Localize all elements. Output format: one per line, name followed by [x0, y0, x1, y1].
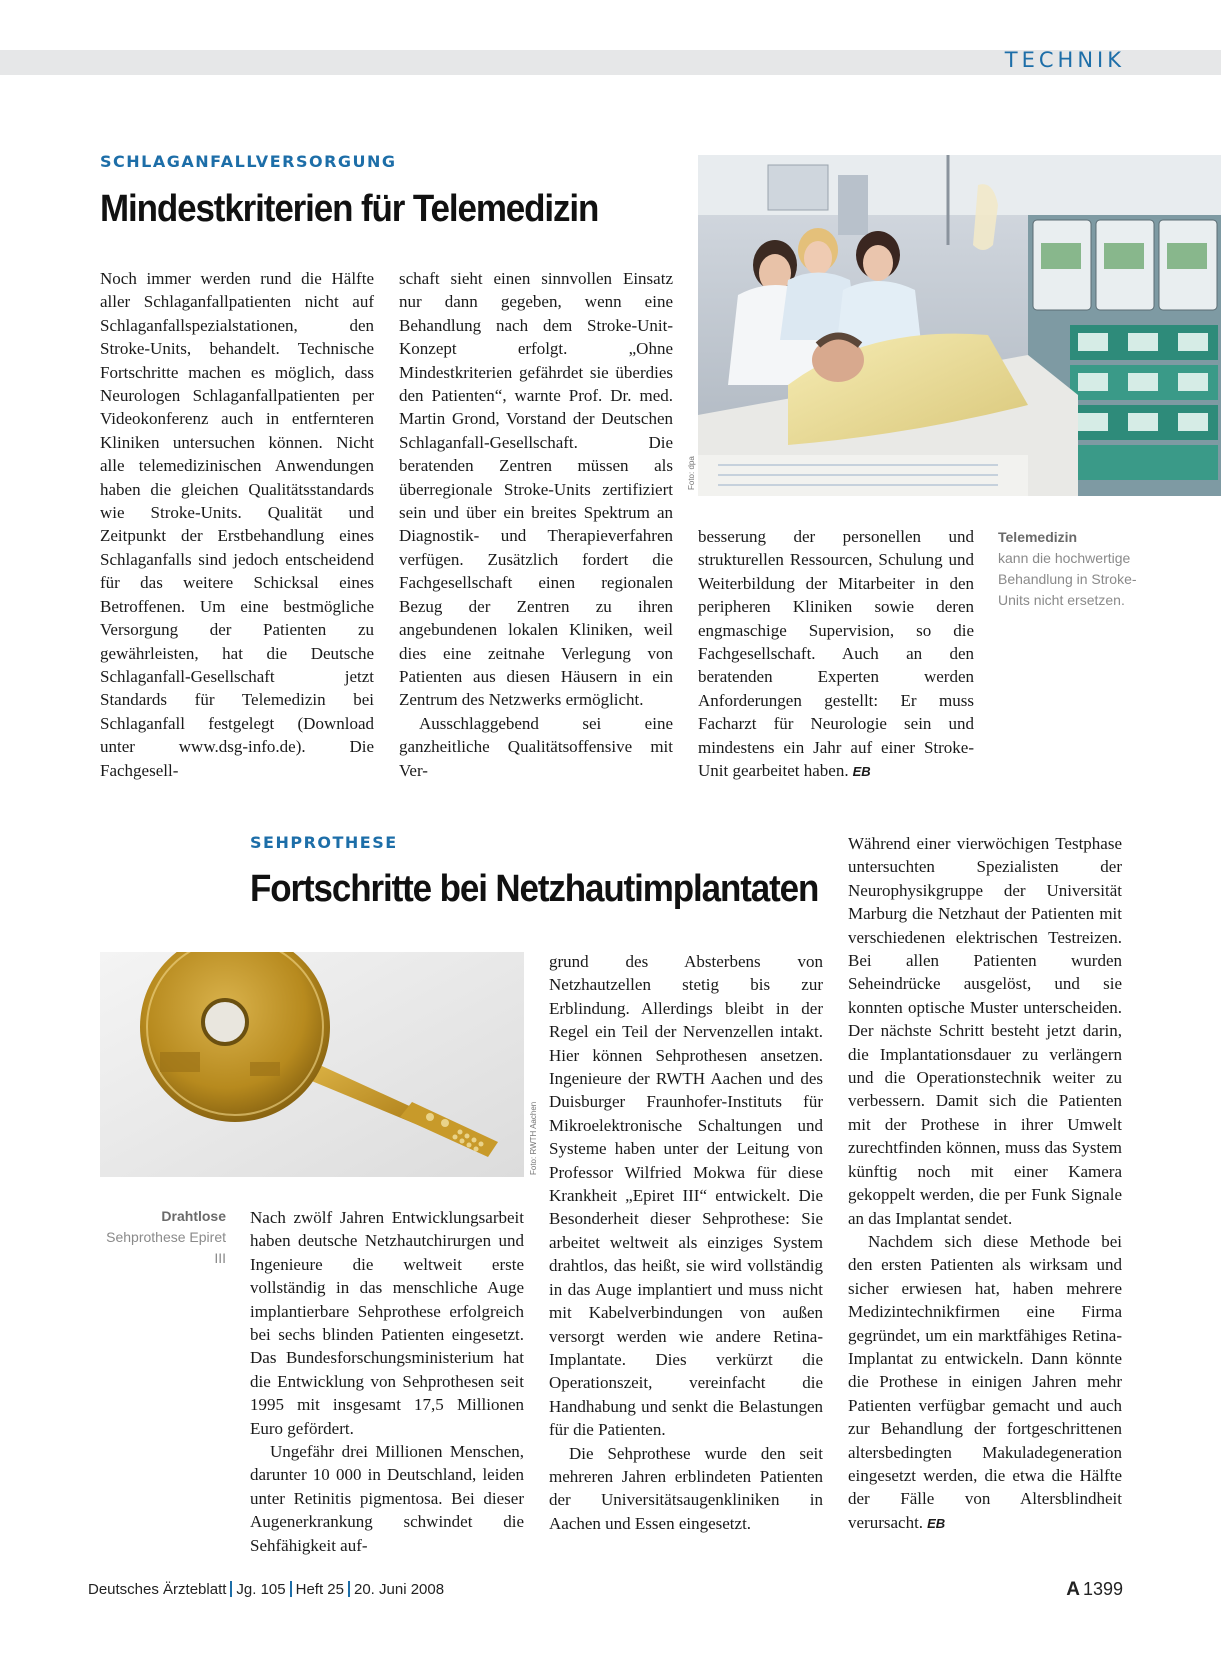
- article1-kicker: SCHLAGANFALLVERSORGUNG: [100, 152, 397, 171]
- article1-col3-paragraph: [698, 525, 974, 783]
- article1-caption-bold: Telemedizin: [998, 529, 1078, 545]
- article2-col3-paragraph-2: [848, 1230, 1122, 1535]
- page-number: [1066, 1579, 1123, 1601]
- article2-col2-paragraph-2: Die Sehprothese wurde den seit mehreren Jahren erblindeten Patienten der Universitätsaugenkliniken in Aachen und Essen eingesetzt.: [549, 1443, 823, 1533]
- article2-caption-text: Sehprothese Epiret III: [106, 1229, 226, 1266]
- section-label: TECHNIK: [1004, 48, 1125, 72]
- article1-caption-text: kann die hochwertige Behandlung in Stroke-Units nicht ersetzen.: [998, 550, 1137, 608]
- stroke-unit-photo: [698, 155, 1221, 496]
- article1-col1-text: Noch immer werden rund die Hälfte aller Schlaganfallpatienten nicht auf Schlaganfallspezialstationen, den Stroke-Units, behandelt. Technische Fortschritte machen es möglich, dass Neurologen Schlaganfallpatienten per Videokonferenz auch in entfernteren Kliniken untersuchen können. Nicht alle telemedizinischen Anwendungen haben die gleichen Qualitätsstandards wie Stroke-Units. Qualität und Zeitpunkt der Erstbehandlung eines Schlaganfalls sind jedoch entscheidend für das weitere Schicksal eines Betroffenen. Um eine bestmögliche Versorgung der Patienten zu gewährleisten, hat die Deutsche Schlaganfall-Gesellschaft jetzt Standards für Telemedizin bei Schlaganfall festgelegt (Download unter www.dsg-info.de). Die Fachgesell-: [100, 269, 374, 780]
- article2-author: EB: [927, 1515, 946, 1531]
- article1-photo-credit: Foto: dpa: [687, 456, 696, 490]
- footer-volume: Jg. 105: [236, 1581, 286, 1598]
- article1-column-1: [100, 267, 374, 782]
- article2-col2-paragraph-1: grund des Absterbens von Netzhautzellen stetig bis zur Erblindung. Allerdings bleibt in der Regel ein Teil der Nervenzellen intakt. Hier können Sehprothesen ansetzen. Ingenieure der RWTH Aachen und des Duisburger Fraunhofer-Instituts für Mikroelektronische Schaltungen und Systeme haben unter der Leitung von Professor Wilfried Mokwa für diese Krankheit „Epiret III“ entwickelt. Die Besonderheit dieser Sehprothese: Sie arbeitet weltweit als einziges System drahtlos, das heißt, sie wird vollständig in das Auge implantiert und muss nicht mit Kabelverbindungen von außen versorgt werden wie andere Retina-Implantate. Dies verkürzt die Operationszeit, vereinfacht die Handhabung und senkt die Belastungen für die Patienten.: [549, 952, 823, 1440]
- article2-col3-text: Nachdem sich diese Methode bei den ersten Patienten als wirksam und sicher erwiesen hat, haben mehrere Medizintechnikfirmen eine Firma gegründet, um ein marktfähiges Retina-Implantat zu entwickeln. Dann könnte die Prothese in einigen Jahren mehr Patienten verfügbar gemacht und auch zur Behandlung der fortgeschrittenen altersbedingten Makuladegeneration eingesetzt werden, die etwa die Hälfte der Fälle von Altersblindheit verursacht.: [848, 1231, 1122, 1532]
- retina-implant-photo: [100, 952, 524, 1177]
- article2-column-1: [250, 1206, 524, 1557]
- footer-separator: [290, 1581, 292, 1597]
- article2-title: Fortschritte bei Netzhautimplantaten: [250, 868, 819, 910]
- footer-date: 20. Juni 2008: [354, 1581, 445, 1598]
- article1-column-3: [698, 525, 974, 783]
- article1-col2-paragraph-2: Ausschlaggebend sei eine ganzheitliche Qualitätsoffensive mit Ver-: [399, 713, 673, 780]
- article2-photo-credit: Foto: RWTH Aachen: [529, 1101, 538, 1175]
- footer-separator: [230, 1581, 232, 1597]
- page-number-value: 1399: [1082, 1579, 1123, 1599]
- article1-caption: [998, 527, 1148, 611]
- footer-issue: Heft 25: [295, 1581, 344, 1598]
- article2-column-2: [549, 950, 823, 1535]
- article2-col1-paragraph-1: Nach zwölf Jahren Entwicklungsarbeit haben deutsche Netzhautchirurgen und Ingenieure die weltweit erste vollständig in das menschliche Auge implantierbare Sehprothese erfolgreich bei sechs blinden Patienten eingesetzt. Das Bundesforschungsministerium hat die Entwicklung von Sehprothesen seit 1995 mit insgesamt 17,5 Millionen Euro gefördert.: [250, 1208, 524, 1438]
- footer-citation: [88, 1581, 444, 1598]
- article1-author: EB: [852, 764, 871, 780]
- article1-col3-text: besserung der personellen und strukturellen Ressourcen, Schulung und Weiterbildung der Mitarbeiter in den peripheren Kliniken sowie deren engmaschige Supervision, so die Fachgesellschaft. Auch an den beratenden Experten werden Anforderungen gestellt: Er muss Facharzt für Neurologie sein und mindestens ein Jahr auf einer Stroke-Unit gearbeitet haben.: [698, 527, 974, 781]
- article2-caption: [100, 1206, 226, 1269]
- footer-separator: [348, 1581, 350, 1597]
- article2-column-3: [848, 832, 1122, 1535]
- article1-title: Mindestkriterien für Telemedizin: [100, 188, 599, 230]
- article2-caption-bold: Drahtlose: [161, 1208, 226, 1224]
- footer-journal: Deutsches Ärzteblatt: [88, 1581, 227, 1598]
- article2-col3-paragraph-1: Während einer vierwöchigen Testphase untersuchten Spezialisten der Neurophysikgruppe der Universität Marburg die Netzhaut der Patienten mit verschiedenen elektrischen Testreizen. Bei allen Patienten wurden Seheindrücke ausgelöst, und sie konnten optische Muster unterscheiden. Der nächste Schritt besteht jetzt darin, die Implantationsdauer zu verlängern und die Operationstechnik weiter zu verbessern. Damit sich die Patienten mit der Prothese in ihrer Umwelt zurechtfinden können, muss das System künftig noch mit einer Kamera gekoppelt werden, die per Funk Signale an das Implantat sendet.: [848, 834, 1122, 1228]
- article2-kicker: SEHPROTHESE: [250, 833, 398, 852]
- page-prefix: A: [1066, 1579, 1080, 1600]
- article1-column-2: [399, 267, 673, 782]
- article1-col2-paragraph-1: schaft sieht einen sinnvollen Einsatz nur dann gegeben, wenn eine Behandlung nach dem Stroke-Unit-Konzept erfolgt. „Ohne Mindestkriterien gefährdet sie überdies den Patienten“, warnte Prof. Dr. med. Martin Grond, Vorstand der Deutschen Schlaganfall-Gesellschaft. Die beratenden Zentren müssen als überregionale Stroke-Units zertifiziert sein und über ein breites Spektrum an Diagnostik- und Therapieverfahren verfügen. Zusätzlich fordert die Fachgesellschaft einen regionalen Bezug der Zentren zu ihren angebundenen lokalen Kliniken, weil dies eine zeitnahe Verlegung von Patienten aus diesen Häusern in ein Zentrum des Netzwerks ermöglicht.: [399, 269, 673, 710]
- article2-col1-paragraph-2: Ungefähr drei Millionen Menschen, darunter 10 000 in Deutschland, leiden unter Retinitis pigmentosa. Bei dieser Augenerkrankung schwindet die Sehfähigkeit auf-: [250, 1442, 524, 1555]
